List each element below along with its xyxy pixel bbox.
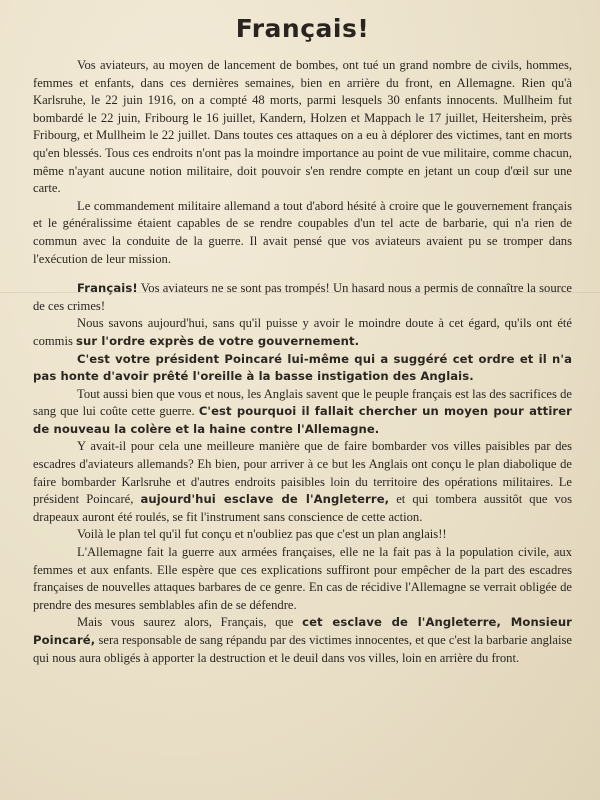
fold-crease (0, 292, 600, 293)
body-text: Le commandement militaire allemand a tout d'abord hésité à croire que le gouvernement français et le généralissime étaient capables de se rendre coupables d'un tel acte de barbarie, qui n'a rien de commun avec la conduite de la guerre. Il avait pensé que vos aviateurs avaient pu se tromper dans l'exécution de leur mission. (33, 198, 572, 266)
body-text: Tout aussi bien que vous et nous, les Anglais savent que le peuple français est las des sacrifices de sang que lui coûte cette guerre. (33, 386, 572, 419)
paragraph-7 (33, 438, 572, 526)
body-text: Vos aviateurs, au moyen de lancement de bombes, ont tué un grand nombre de civils, hommes, femmes et enfants, dans ces dernières semaines, bien en arrière du front, en Allemagne. Rien qu'à Karlsruhe, le 22 juin 1916, on a compté 48 morts, parmi lesquels 30 enfants innocents. Mullheim fut bombardé le 22 juin, Fribourg le 16 juillet, Kandern, Holzen et Mappach le 17 juillet, Heitersheim, près Fribourg, et Mullheim le 22 juillet. Dans toutes ces attaques on a eu à déplorer des victimes, tant en morts qu'en blessés. Tous ces endroits n'ont pas la moindre importance au point de vue militaire, comme chacun, même n'ayant aucune notion militaire, doit pouvoir s'en rendre compte en jetant un coup d'œil sur une carte. (33, 58, 572, 196)
paragraph-2 (33, 198, 572, 268)
body-text: Nous savons aujourd'hui, sans qu'il puisse y avoir le moindre doute à cet égard, qu'ils ont été commis (33, 316, 572, 348)
paragraph-3 (33, 280, 572, 315)
body-text: Voilà le plan tel qu'il fut conçu et n'oubliez pas que c'est un plan anglais!! (77, 527, 447, 542)
paragraph-1 (33, 57, 572, 198)
bold-text: sur l'ordre exprès de votre gouvernement. (76, 333, 360, 348)
bold-text: C'est votre président Poincaré lui-même qui a suggéré cet ordre et il n'a pas honte d'avoir prêté l'oreille à la basse instigation des Anglais. (33, 351, 572, 384)
paragraph-5 (33, 351, 572, 386)
bold-text: C'est pourquoi il fallait chercher un moyen pour attirer de nouveau la colère et la haine contre l'Allemagne. (33, 404, 572, 436)
body-text: sera responsable de sang répandu par des victimes innocentes, et que c'est la barbarie anglaise qui nous aura obligés à apporter la destruction et le deuil dans vos villes, loin en arrière du front. (33, 633, 572, 665)
paragraph-10 (33, 614, 572, 667)
paragraph-6 (33, 386, 572, 439)
body-text: et qui tombera aussitôt que vos drapeaux auront été roulés, se fit l'instrument sans conscience de cette action. (33, 492, 573, 524)
body-text: Mais vous saurez alors, Français, que (77, 615, 303, 630)
bold-text: Français! (77, 281, 138, 296)
body-text: Y avait-il pour cela une meilleure manière que de faire bombarder vos villes paisibles par des escadres d'aviateurs allemands? Eh bien, pour arriver à ce but les Anglais ont conçu le plan diabolique de faire bombarder Karlsruhe et d'autres endroits paisibles loin du territoire des opérations militaires. Le président Poincaré, (33, 439, 572, 507)
bold-text: cet esclave de l'Angleterre, Monsieur Poincaré, (33, 615, 573, 647)
paragraph-9 (33, 544, 572, 614)
leaflet-body (33, 57, 572, 667)
page-title: Français! (235, 14, 370, 43)
body-text: Vos aviateurs ne se sont pas trompés! Un hasard nous a permis de connaître la source de ces crimes! (33, 281, 572, 313)
body-text: L'Allemagne fait la guerre aux armées françaises, elle ne la fait pas à la population civile, aux femmes et aux enfants. Elle espère que ces explications suffiront pour empêcher de la part des escadres françaises de nouvelles attaques barbares de ce genre. En cas de récidive l'Allemagne se verrait obligée de prendre des mesures semblables afin de se défendre. (33, 545, 572, 612)
paragraph-4 (33, 315, 572, 350)
paragraph-8 (33, 526, 572, 544)
bold-text: aujourd'hui esclave de l'Angleterre, (140, 492, 390, 507)
